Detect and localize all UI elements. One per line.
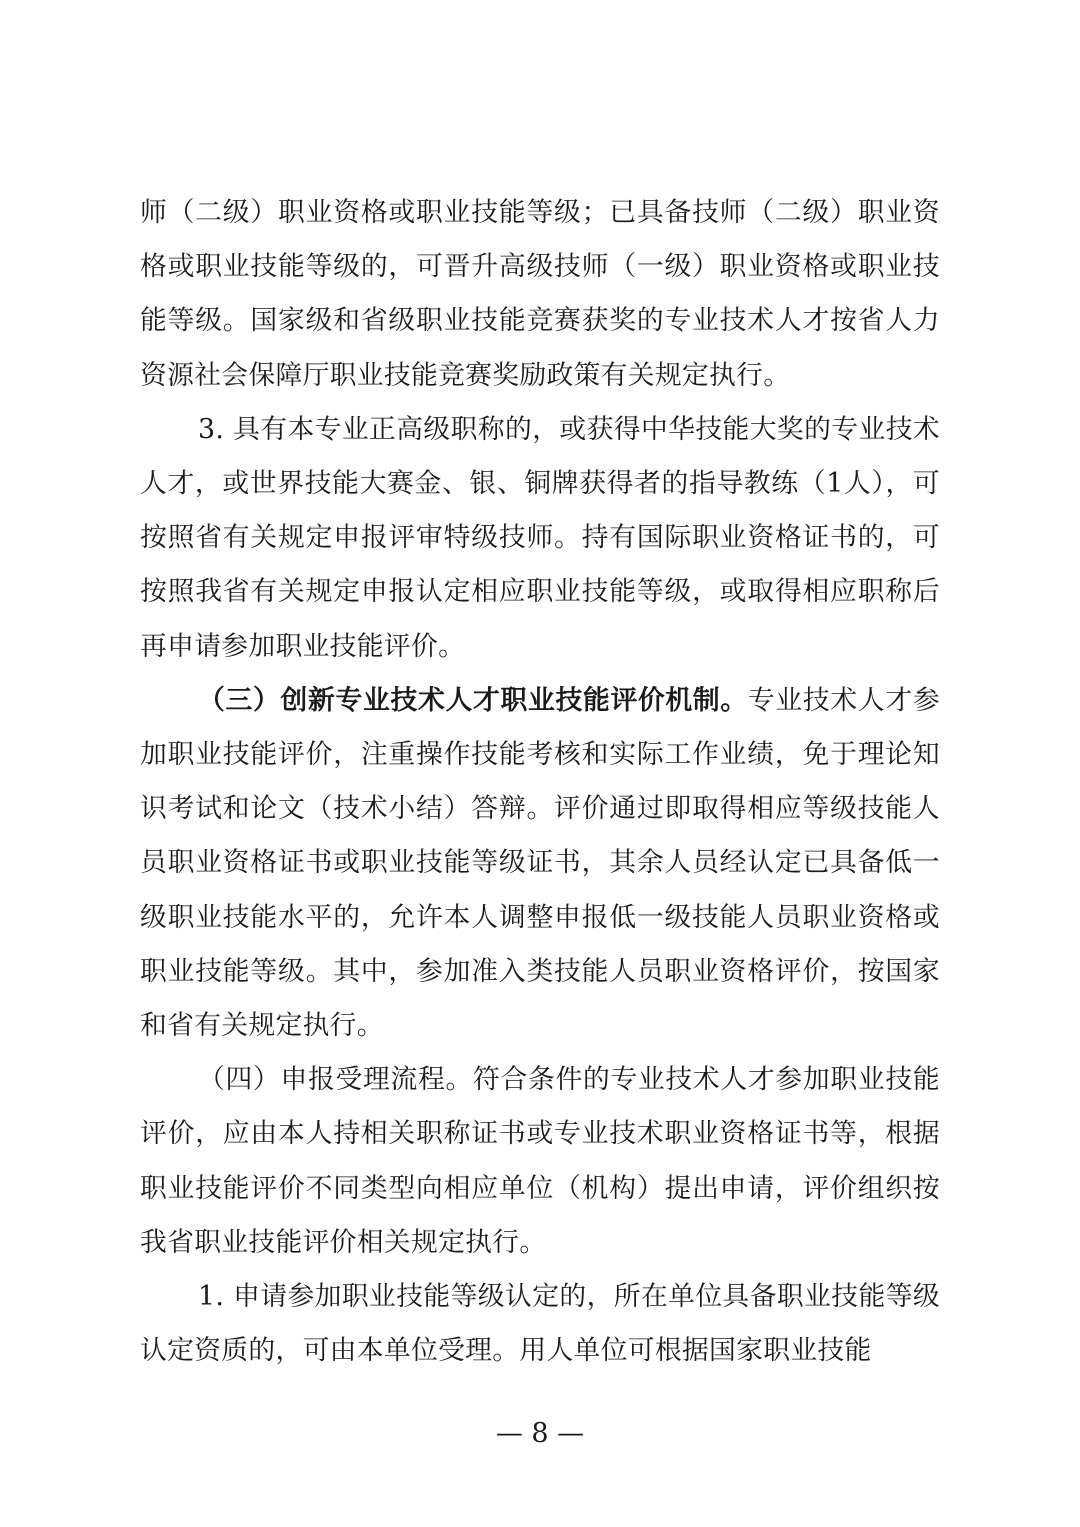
document-body (140, 186, 940, 1378)
page-number: — 8 — (495, 1418, 585, 1449)
paragraph-section-4: （四）申报受理流程。符合条件的专业技术人才参加职业技能评价，应由本人持相关职称证书或专业技术职业资格证书等，根据职业技能评价不同类型向相应单位（机构）提出申请，评价组织按我省职业技能评价相关规定执行。 (140, 1064, 940, 1258)
paragraph-item-3: 3. 具有本专业正高级职称的，或获得中华技能大奖的专业技术人才，或世界技能大赛金、银、铜牌获得者的指导教练（1人），可按照省有关规定申报评审特级技师。持有国际职业资格证书的，可按照我省有关规定申报认定相应职业技能等级，或取得相应职称后再申请参加职业技能评价。 (140, 413, 940, 662)
section-body: 专业技术人才参加职业技能评价，注重操作技能考核和实际工作业绩，免于理论知识考试和论文（技术小结）答辩。评价通过即取得相应等级技能人员职业资格证书或职业技能等级证书，其余人员经认定已具备低一级职业技能水平的，允许本人调整申报低一级技能人员职业资格或职业技能等级。其中，参加准入类技能人员职业资格评价，按国家和省有关规定执行。 (140, 684, 940, 1042)
paragraph-item-1: 1. 申请参加职业技能等级认定的，所在单位具备职业技能等级认定资质的，可由本单位受理。用人单位可根据国家职业技能 (140, 1281, 940, 1367)
paragraph-continuation: 师（二级）职业资格或职业技能等级；已具备技师（二级）职业资格或职业技能等级的，可晋升高级技师（一级）职业资格或职业技能等级。国家级和省级职业技能竞赛获奖的专业技术人才按省人力资源社会保障厅职业技能竞赛奖励政策有关规定执行。 (140, 197, 940, 391)
paragraph-section-3 (140, 674, 940, 1053)
section-heading: （三）创新专业技术人才职业技能评价机制。 (198, 684, 748, 716)
